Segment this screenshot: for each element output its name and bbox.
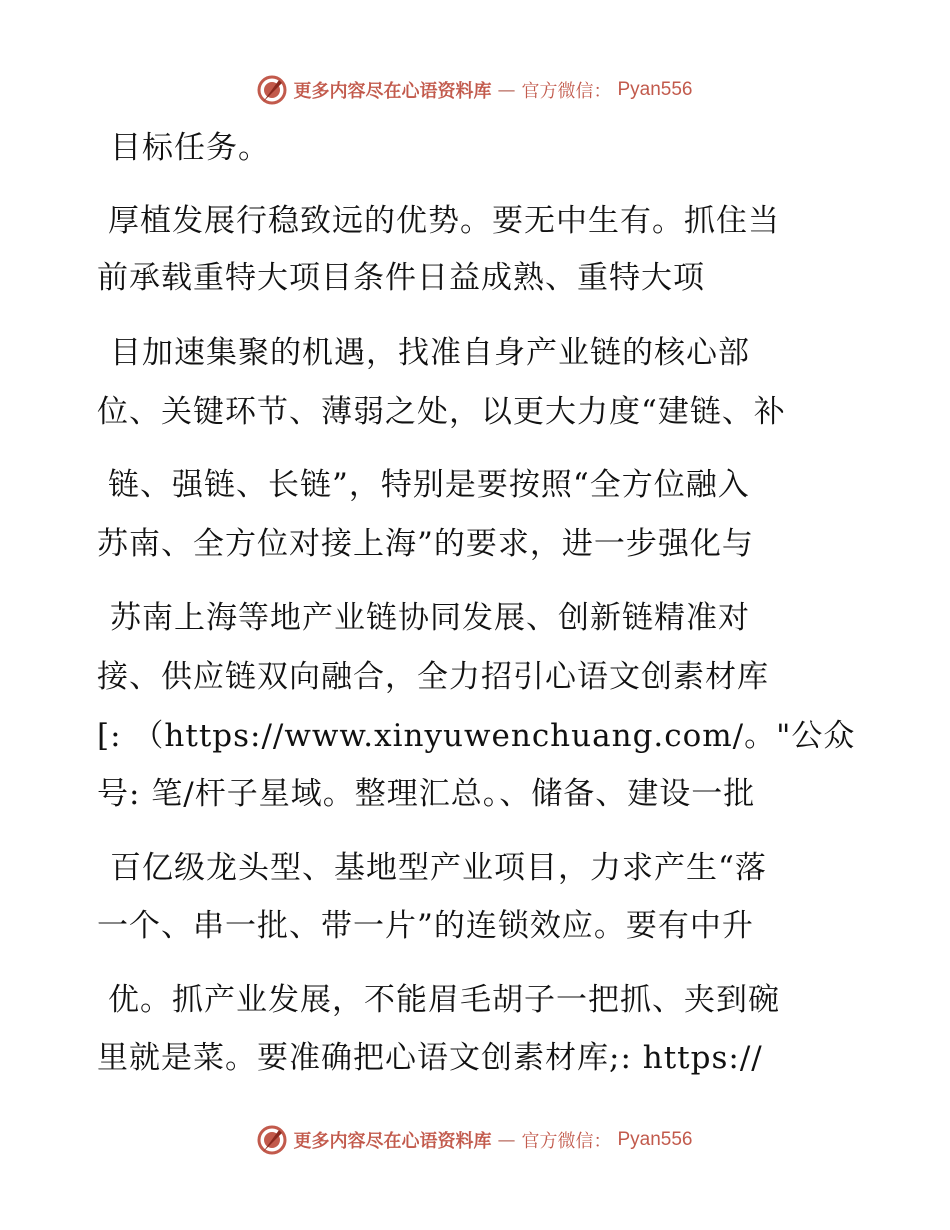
footer-wechat-label: 官方微信： bbox=[521, 1131, 612, 1152]
quill-logo-icon bbox=[257, 75, 287, 105]
header-wechat-id: Pyan556 bbox=[617, 79, 693, 100]
quill-logo-icon bbox=[257, 1125, 287, 1155]
body-line-9: 接、供应链双向融合，全力招引心语文创素材库 bbox=[97, 659, 769, 695]
footer-separator: — bbox=[497, 1129, 516, 1151]
body-line-10: [: （https://www.xinyuwenchuang.com/。"公众 bbox=[97, 718, 856, 754]
header-watermark bbox=[0, 70, 950, 110]
footer-main-text: 更多内容尽在心语资料库 bbox=[293, 1131, 492, 1152]
body-line-12: 百亿级龙头型、基地型产业项目，力求产生“落 bbox=[110, 850, 767, 886]
body-line-5: 位、关键环节、薄弱之处，以更大力度“建链、补 bbox=[97, 394, 786, 430]
body-line-7: 苏南、全方位对接上海”的要求，进一步强化与 bbox=[97, 526, 754, 562]
body-line-4: 目加速集聚的机遇，找准自身产业链的核心部 bbox=[110, 335, 750, 371]
footer-watermark bbox=[0, 1120, 950, 1160]
body-line-11: 号: 笔/杆子星域。整理汇总。、储备、建设一批 bbox=[97, 776, 756, 812]
body-line-14: 优。抓产业发展，不能眉毛胡子一把抓、夹到碗 bbox=[108, 982, 780, 1018]
body-line-15: 里就是菜。要准确把心语文创素材库;: https:// bbox=[97, 1040, 763, 1076]
header-main-text: 更多内容尽在心语资料库 bbox=[293, 81, 492, 102]
footer-wechat-id: Pyan556 bbox=[617, 1129, 693, 1150]
body-line-8: 苏南上海等地产业链协同发展、创新链精准对 bbox=[110, 600, 750, 636]
body-line-13: 一个、串一批、带一片”的连锁效应。要有中升 bbox=[97, 908, 754, 944]
body-line-2: 厚植发展行稳致远的优势。要无中生有。抓住当 bbox=[108, 203, 780, 239]
body-line-3: 前承载重特大项目条件日益成熟、重特大项 bbox=[97, 260, 705, 296]
body-line-6: 链、强链、长链”，特别是要按照“全方位融入 bbox=[108, 467, 750, 503]
header-separator: — bbox=[497, 79, 516, 101]
header-wechat-label: 官方微信： bbox=[521, 81, 612, 102]
body-line-1: 目标任务。 bbox=[110, 130, 270, 166]
